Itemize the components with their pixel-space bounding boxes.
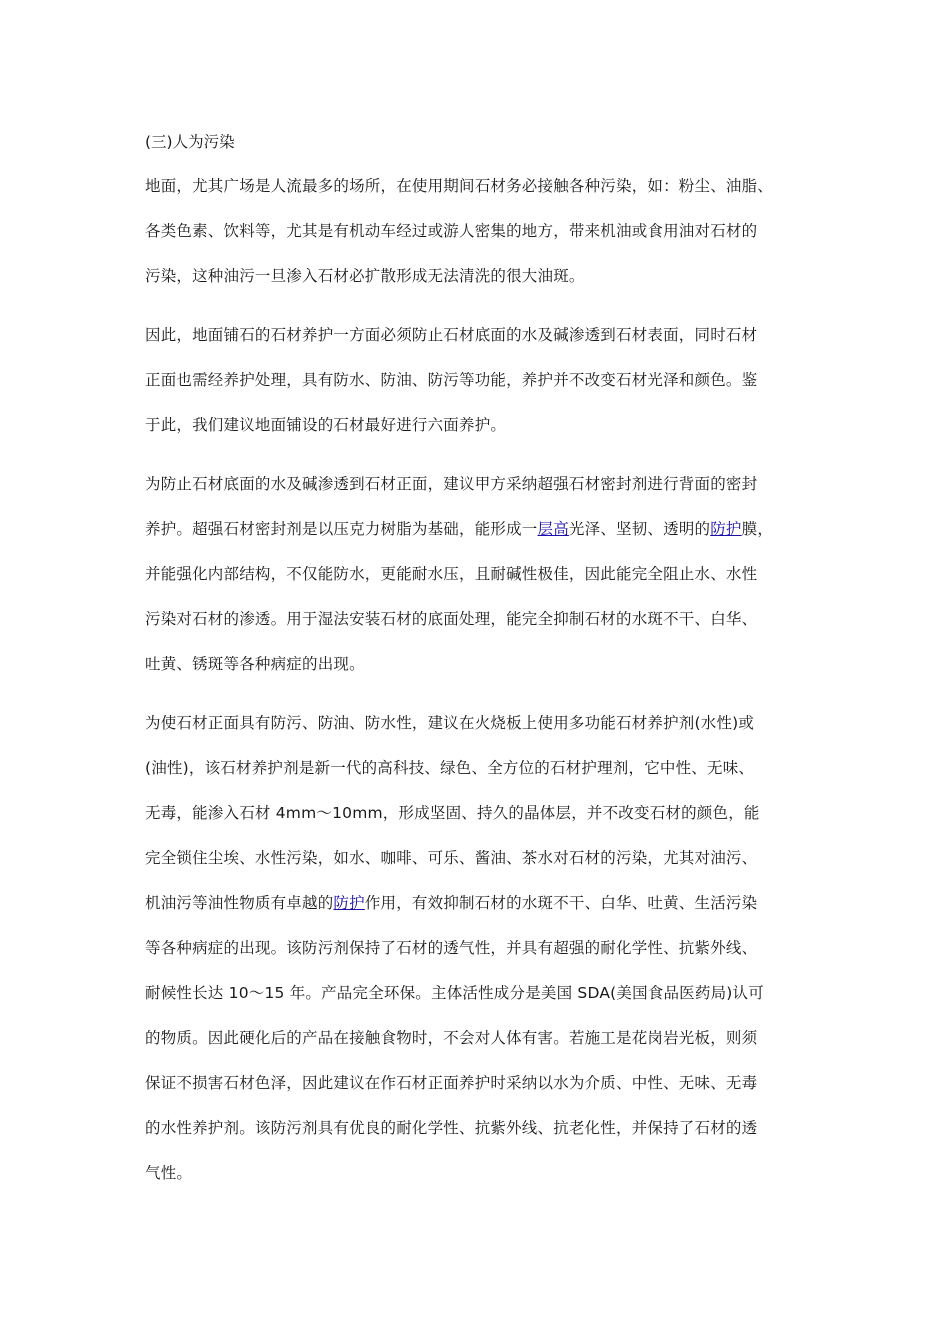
text-segment: 耐候性长达 10～15 年。产品完全环保。主体活性成分是美国 SDA(美国食品医药局)认可 xyxy=(145,984,764,1002)
text-line xyxy=(145,254,815,299)
text-line xyxy=(145,1106,815,1151)
text-segment: 各类色素、饮料等，尤其是有机动车经过或游人密集的地方，带来机油或食用油对石材的 xyxy=(145,222,758,240)
paragraph xyxy=(145,462,815,687)
inline-link[interactable]: 层高 xyxy=(537,520,569,538)
text-segment: 污染对石材的渗透。用于湿法安装石材的底面处理，能完全抑制石材的水斑不干、白华、 xyxy=(145,610,758,628)
text-line xyxy=(145,836,815,881)
text-line xyxy=(145,358,815,403)
text-line xyxy=(145,313,815,358)
text-line xyxy=(145,1151,815,1196)
text-segment: 等各种病症的出现。该防污剂保持了石材的透气性，并具有超强的耐化学性、抗紫外线、 xyxy=(145,939,758,957)
text-line xyxy=(145,1016,815,1061)
text-segment: 养护。超强石材密封剂是以压克力树脂为基础，能形成一 xyxy=(145,520,538,538)
document-body xyxy=(145,120,815,1210)
paragraph xyxy=(145,164,815,299)
text-line xyxy=(145,1061,815,1106)
text-line xyxy=(145,552,815,597)
text-line xyxy=(145,597,815,642)
text-line xyxy=(145,507,815,552)
text-segment: 机油污等油性物质有卓越的 xyxy=(145,894,334,912)
paragraph-list xyxy=(145,164,815,1196)
inline-link[interactable]: 防护 xyxy=(710,520,742,538)
inline-link[interactable]: 防护 xyxy=(333,894,365,912)
text-segment: 作用，有效抑制石材的水斑不干、白华、吐黄、生活污染 xyxy=(364,894,758,912)
paragraph xyxy=(145,701,815,1196)
text-segment: 污染，这种油污一旦渗入石材必扩散形成无法清洗的很大油斑。 xyxy=(145,267,585,285)
text-segment: 膜， xyxy=(741,520,774,538)
text-line xyxy=(145,209,815,254)
text-line xyxy=(145,403,815,448)
text-line xyxy=(145,971,815,1016)
text-segment: (油性)，该石材养护剂是新一代的高科技、绿色、全方位的石材护理剂，它中性、无味、 xyxy=(145,759,755,777)
text-line xyxy=(145,642,815,687)
text-segment: 正面也需经养护处理，具有防水、防油、防污等功能，养护并不改变石材光泽和颜色。鉴 xyxy=(145,371,758,389)
text-segment: 无毒，能渗入石材 4mm～10mm，形成坚固、持久的晶体层，并不改变石材的颜色，能 xyxy=(145,804,760,822)
text-segment: 保证不损害石材色泽，因此建议在作石材正面养护时采纳以水为介质、中性、无味、无毒 xyxy=(145,1074,758,1092)
text-segment: 光泽、坚韧、透明的 xyxy=(568,520,711,538)
text-line xyxy=(145,701,815,746)
paragraph xyxy=(145,313,815,448)
text-segment: 的物质。因此硬化后的产品在接触食物时，不会对人体有害。若施工是花岗岩光板，则须 xyxy=(145,1029,758,1047)
text-segment: 地面，尤其广场是人流最多的场所，在使用期间石材务必接触各种污染，如：粉尘、油脂、 xyxy=(145,177,774,195)
text-line xyxy=(145,926,815,971)
text-segment: 为使石材正面具有防污、防油、防水性，建议在火烧板上使用多功能石材养护剂(水性)或 xyxy=(145,714,755,732)
text-line xyxy=(145,791,815,836)
text-segment: 因此，地面铺石的石材养护一方面必须防止石材底面的水及碱渗透到石材表面，同时石材 xyxy=(145,326,758,344)
text-segment: 吐黄、锈斑等各种病症的出现。 xyxy=(145,655,365,673)
section-heading: (三)人为污染 xyxy=(145,133,235,151)
text-line xyxy=(145,746,815,791)
text-segment: 气性。 xyxy=(145,1164,193,1182)
text-line xyxy=(145,881,815,926)
text-segment: 为防止石材底面的水及碱渗透到石材正面，建议甲方采纳超强石材密封剂进行背面的密封 xyxy=(145,475,758,493)
text-segment: 于此，我们建议地面铺设的石材最好进行六面养护。 xyxy=(145,416,507,434)
text-line xyxy=(145,462,815,507)
text-line xyxy=(145,164,815,209)
text-segment: 的水性养护剂。该防污剂具有优良的耐化学性、抗紫外线、抗老化性，并保持了石材的透 xyxy=(145,1119,758,1137)
text-segment: 并能强化内部结构，不仅能防水，更能耐水压，且耐碱性极佳，因此能完全阻止水、水性 xyxy=(145,565,758,583)
text-segment: 完全锁住尘埃、水性污染，如水、咖啡、可乐、酱油、茶水对石材的污染，尤其对油污、 xyxy=(145,849,758,867)
